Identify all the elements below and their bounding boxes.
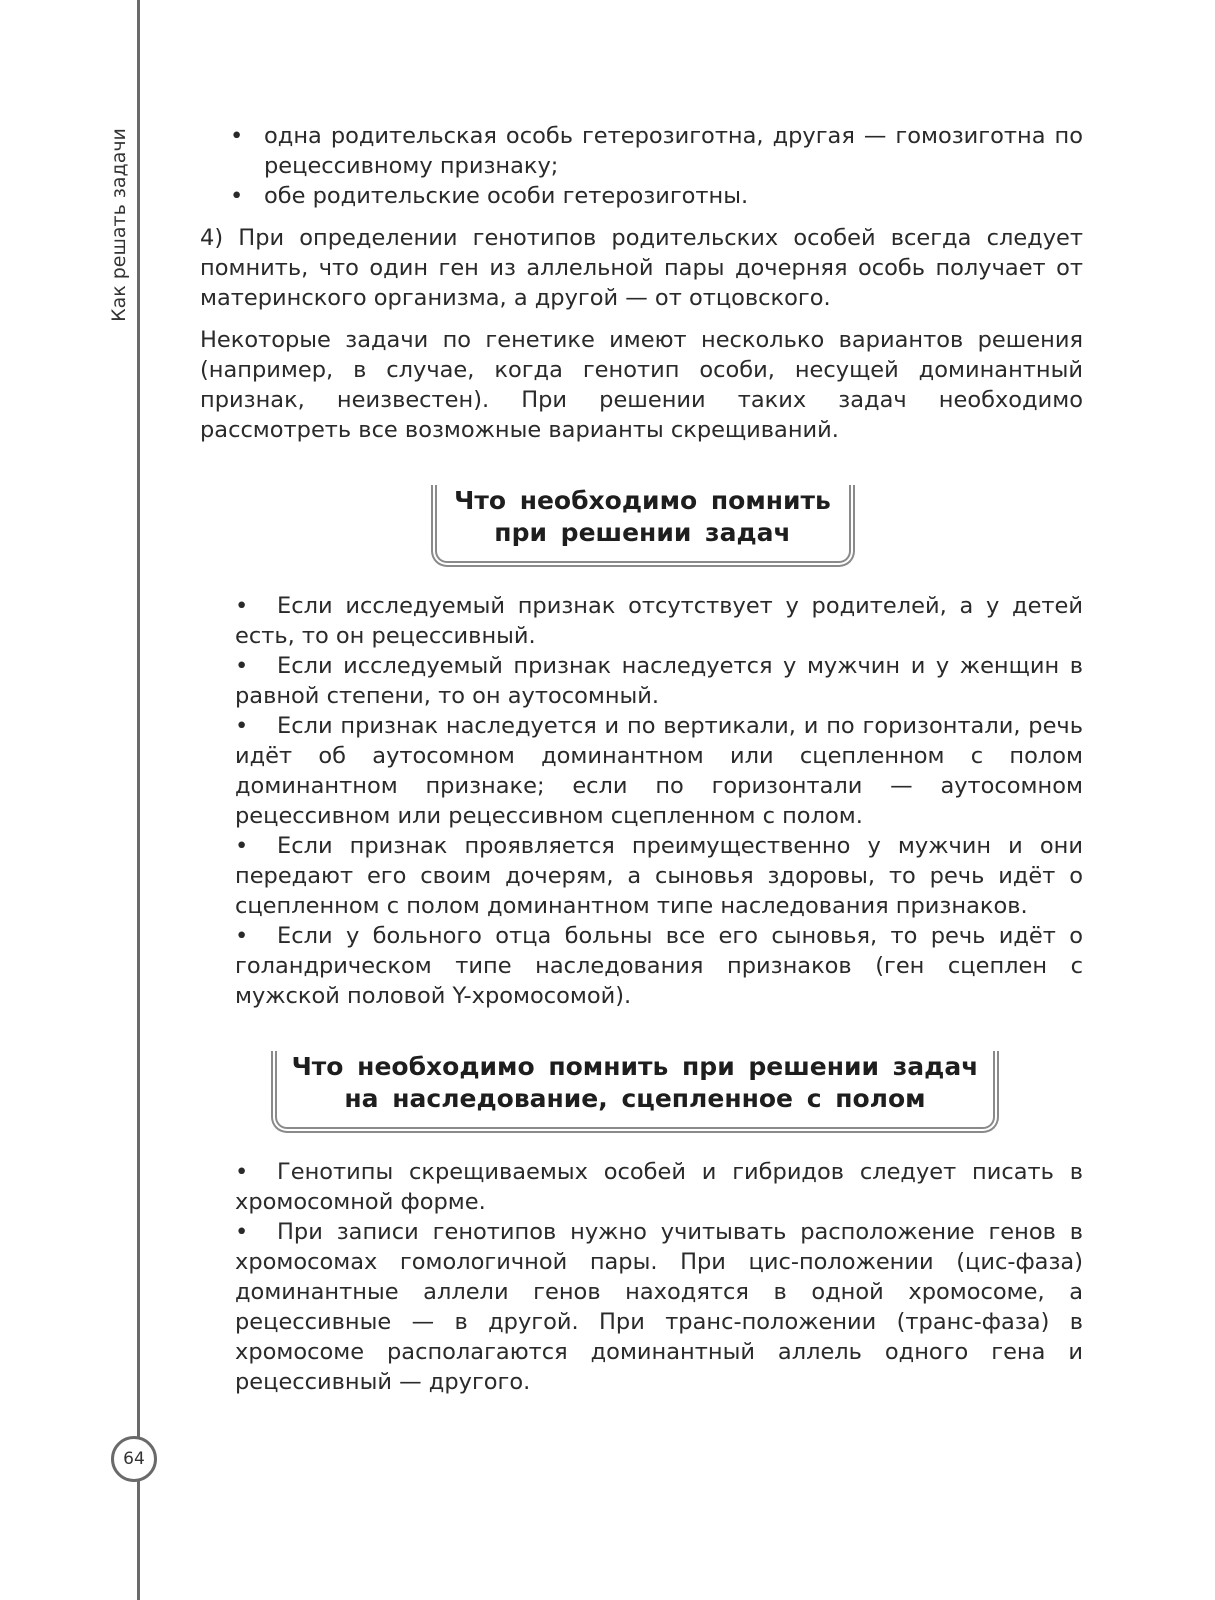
- bullet-icon: •: [235, 1219, 249, 1245]
- list-item: [200, 651, 1083, 711]
- list-item: [200, 1157, 1083, 1217]
- list-item-text: Если признак проявляется преимущественно у мужчин и они передают его своим дочерям, а сыновья здоровы, то речь идёт о сцепленном с полом доминантном типе наследования признаков.: [235, 833, 1083, 919]
- list-item-text: Если признак наследуется и по вертикали, и по горизонтали, речь идёт об аутосомном доминантном или сцепленном с полом доминантном признаке; если по горизонтали — аутосомном рецессивном или рецессивном сцепленном с полом.: [235, 713, 1083, 829]
- bullet-icon: •: [230, 183, 244, 209]
- list-item: [200, 711, 1083, 831]
- margin-rule: [137, 0, 140, 1600]
- list-item-text: При записи генотипов нужно учитывать расположение генов в хромосомах гомологичной пары. При цис-положении (цис-фаза) доминантные аллели генов находятся в одной хромосоме, а рецессивные — в другой. При транс-положении (транс-фаза) в хромосоме располагаются доминантный аллель одного гена и рецессивный — другого.: [235, 1219, 1083, 1395]
- intro-bullet-text: одна родительская особь гетерозиготна, другая — гомозиготна по рецессивному признаку;: [264, 123, 1083, 179]
- intro-bullet: [200, 181, 1083, 211]
- section-1-heading: [431, 485, 855, 567]
- section-1-list: [200, 591, 1083, 1011]
- variants-paragraph: Некоторые задачи по генетике имеют несколько вариантов решения (например, в случае, когда генотип особи, несущей доминантный признак, неизвестен). При решении таких задач необходимо рассмотреть все возможные варианты скрещиваний.: [200, 327, 1083, 443]
- bullet-icon: •: [235, 833, 249, 859]
- list-item-text: Генотипы скрещиваемых особей и гибридов следует писать в хромосомной форме.: [235, 1159, 1083, 1215]
- point-4-paragraph: 4) При определении генотипов родительских особей всегда следует помнить, что один ген из аллельной пары дочерняя особь получает от материнского организма, а другой — от отцовского.: [200, 225, 1083, 311]
- bullet-icon: •: [235, 653, 249, 679]
- intro-bullet: [200, 121, 1083, 181]
- list-item: [200, 921, 1083, 1011]
- bullet-icon: •: [235, 713, 249, 739]
- section-1-heading-line: при решении задач: [494, 518, 791, 547]
- page-body: [200, 121, 1083, 1397]
- list-item: [200, 831, 1083, 921]
- bullet-icon: •: [235, 923, 249, 949]
- bullet-icon: •: [235, 593, 249, 619]
- section-2-list: [200, 1157, 1083, 1397]
- bullet-icon: •: [235, 1159, 249, 1185]
- section-1-heading-line: Что необходимо помнить: [454, 486, 831, 515]
- running-head: Как решать задачи: [108, 128, 130, 322]
- section-2-heading-line: на наследование, сцепленное с полом: [344, 1084, 926, 1113]
- list-item-text: Если исследуемый признак отсутствует у родителей, а у детей есть, то он рецессивный.: [235, 593, 1083, 649]
- section-2-heading: [271, 1051, 999, 1133]
- bullet-icon: •: [230, 123, 244, 149]
- list-item: [200, 591, 1083, 651]
- list-item-text: Если исследуемый признак наследуется у мужчин и у женщин в равной степени, то он аутосомный.: [235, 653, 1083, 709]
- section-2-heading-line: Что необходимо помнить при решении задач: [291, 1052, 979, 1081]
- list-item-text: Если у больного отца больны все его сыновья, то речь идёт о голандрическом типе наследования признаков (ген сцеплен с мужской половой Y-хромосомой).: [235, 923, 1083, 1009]
- page-number: 64: [111, 1436, 157, 1482]
- intro-bullet-text: обе родительские особи гетерозиготны.: [264, 183, 749, 209]
- section-2-heading-wrap: [200, 1051, 1083, 1133]
- section-1-heading-wrap: [200, 485, 1083, 567]
- list-item: [200, 1217, 1083, 1397]
